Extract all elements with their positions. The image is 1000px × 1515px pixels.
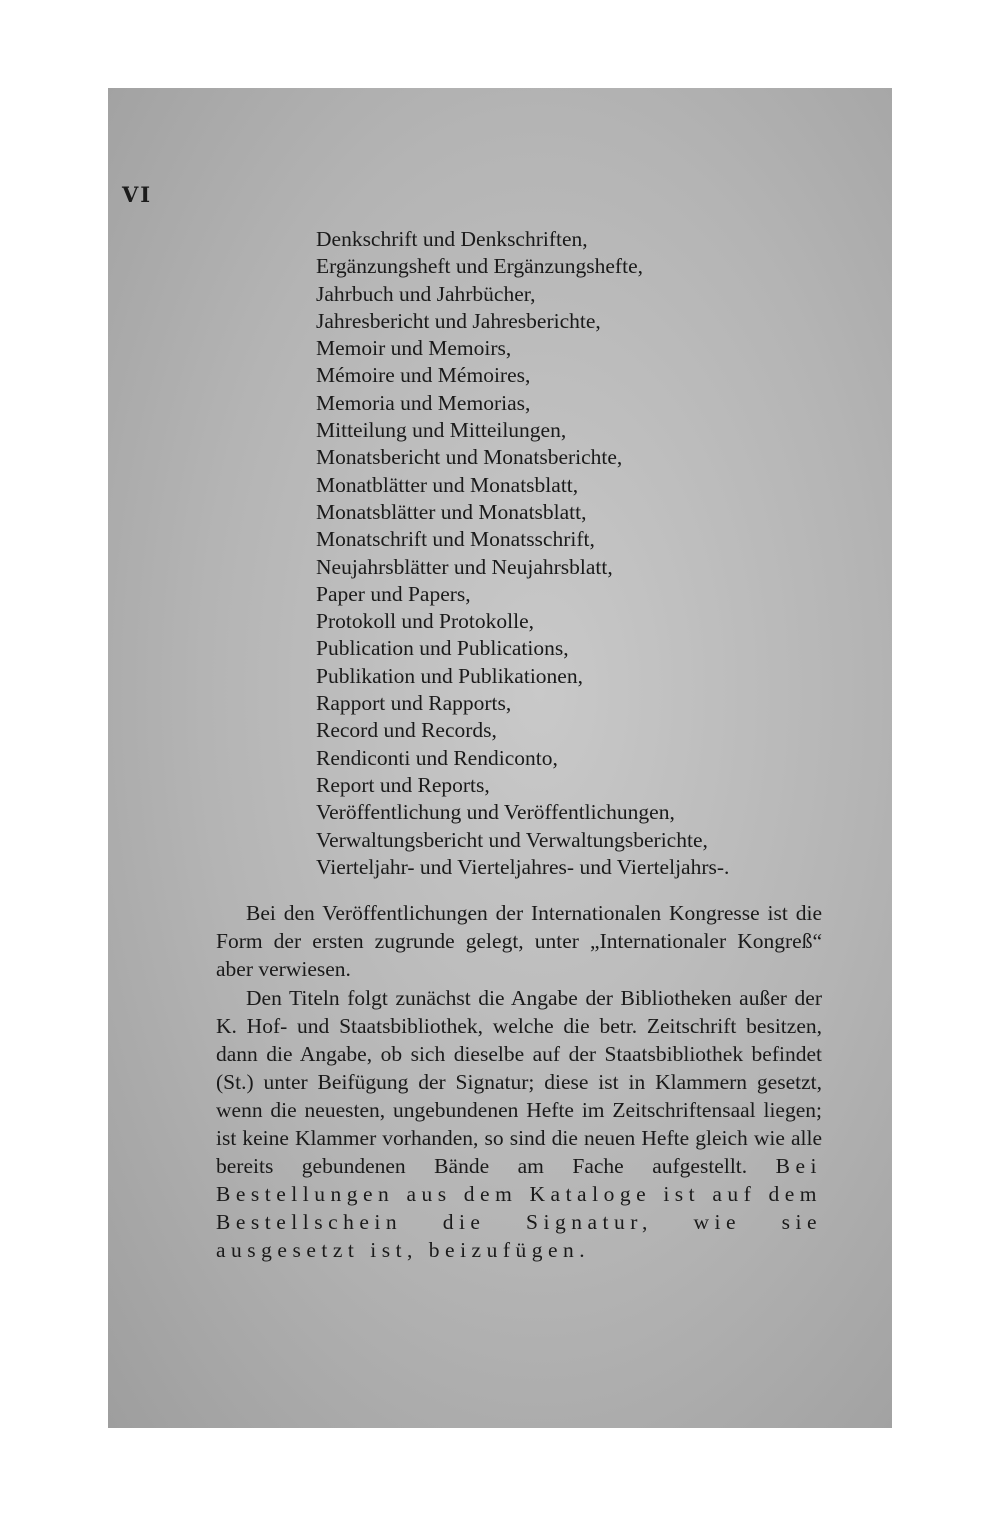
- list-item: Paper und Papers,: [316, 581, 471, 606]
- list-item: Publikation und Publikationen,: [316, 663, 583, 688]
- list-item: Report und Reports,: [316, 772, 490, 797]
- list-item: Memoria und Memorias,: [316, 390, 531, 415]
- list-item: Rapport und Rapports,: [316, 691, 512, 716]
- list-item: Record und Records,: [316, 718, 497, 743]
- list-item: Verwaltungsbericht und Verwaltungsberichte,: [316, 827, 708, 852]
- list-item: Denkschrift und Denkschriften,: [316, 227, 588, 251]
- list-item: Jahrbuch und Jahrbücher,: [316, 281, 536, 306]
- list-item: Mémoire und Mémoires,: [316, 363, 531, 388]
- paragraph-signatures-text: Den Titeln folgt zunächst die Angabe der Bibliotheken außer der K. Hof- und Staatsbibliothek, welche die betr. Zeitschrift besitzen, dann die Angabe, ob sich dieselbe auf der Staatsbibliothek befindet (St.) unter Beifügung der Signatur; diese ist in Klammern gesetzt, wenn die neuesten, ungebundenen Hefte im Zeitschriftensaal liegen; ist keine Klammer vorhanden, so sind die neuen Hefte gleich wie alle bereits gebundenen Bände am Fache aufgestellt.: [216, 986, 822, 1178]
- ordering-note: Bei Bestellungen aus dem Kataloge ist auf dem Bestellschein die Signatur, wie sie ausgesetzt ist, beizufügen.: [216, 1154, 822, 1262]
- list-item: Rendiconti und Rendiconto,: [316, 745, 558, 770]
- list-item: Protokoll und Protokolle,: [316, 609, 534, 634]
- list-item: Ergänzungsheft und Ergänzungshefte,: [316, 254, 643, 279]
- list-item: Monatsbericht und Monatsberichte,: [316, 445, 623, 470]
- list-item: Publication und Publications,: [316, 636, 569, 661]
- list-item: Monatsblätter und Monatsblatt,: [316, 499, 587, 524]
- list-item: Memoir und Memoirs,: [316, 336, 512, 361]
- list-item: Monatblätter und Monatsblatt,: [316, 472, 579, 497]
- list-item: Jahresbericht und Jahresberichte,: [316, 308, 601, 333]
- page-number: VI: [122, 182, 153, 207]
- paragraph-congresses: Bei den Veröffentlichungen der Internationalen Kongresse ist die Form der ersten zugrunde gelegt, unter „Internationaler Kongreß“ aber verwiesen.: [216, 901, 822, 981]
- list-item: Veröffentlichung und Veröffentlichungen,: [316, 800, 675, 825]
- list-item: Vierteljahr- und Vierteljahres- und Vierteljahrs-.: [316, 854, 730, 879]
- list-item: Monatschrift und Monatsschrift,: [316, 527, 595, 552]
- term-list: [316, 226, 729, 881]
- paragraph-signatures: [216, 984, 822, 1264]
- list-item: Neujahrsblätter und Neujahrsblatt,: [316, 554, 613, 579]
- list-item: Mitteilung und Mitteilungen,: [316, 418, 567, 443]
